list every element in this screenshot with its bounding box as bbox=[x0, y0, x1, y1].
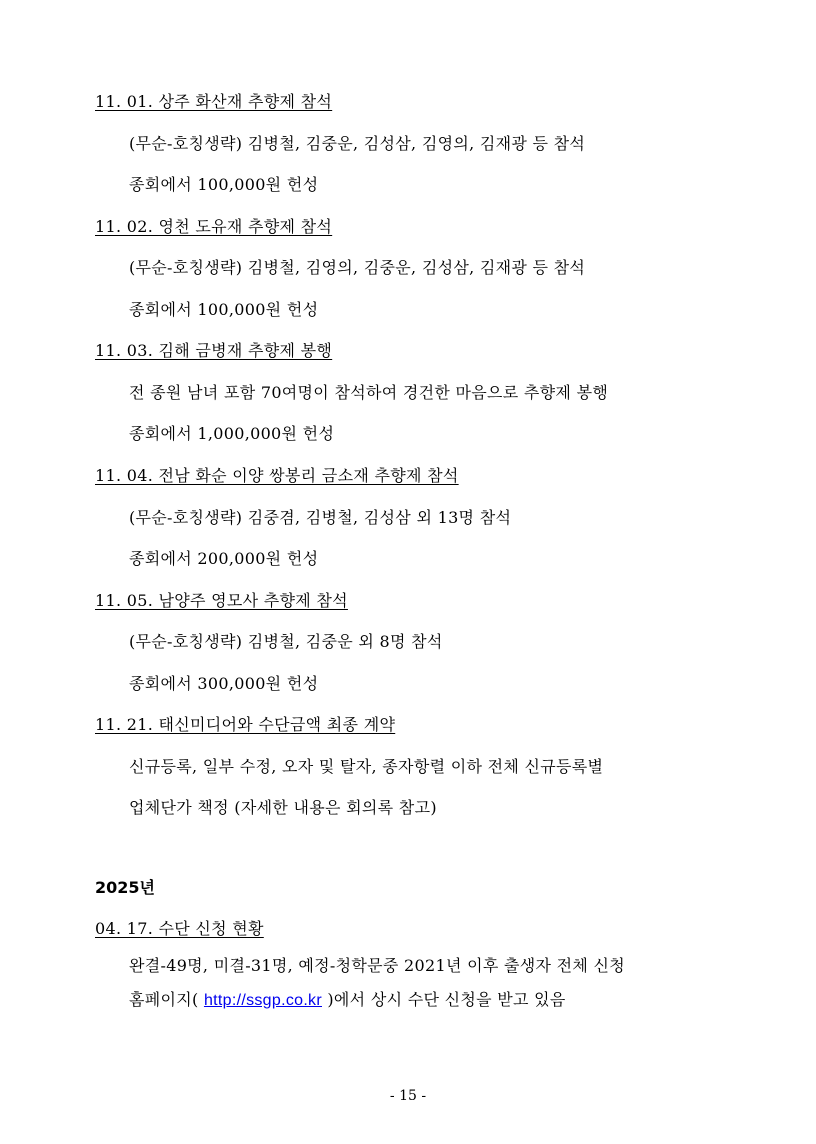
entry-line: (무순-호칭생략) 김병철, 김영의, 김중운, 김성삼, 김재광 등 참석 bbox=[129, 258, 586, 277]
page-number: - 15 - bbox=[389, 1088, 427, 1104]
entry-heading: 04. 17. 수단 신청 현황 bbox=[95, 919, 264, 938]
entry-line: 전 종원 남녀 포함 70여명이 참석하여 경건한 마음으로 추향제 봉행 bbox=[129, 383, 609, 402]
entry-line: 종회에서 100,000원 헌성 bbox=[129, 175, 319, 194]
entry-heading: 11. 21. 태신미디어와 수단금액 최종 계약 bbox=[95, 715, 396, 734]
entry-line: (무순-호칭생략) 김병철, 김중운, 김성삼, 김영의, 김재광 등 참석 bbox=[129, 134, 586, 153]
entry-line: 완결-49명, 미결-31명, 예정-청학문중 2021년 이후 출생자 전체 신청 bbox=[129, 956, 626, 975]
entry-heading: 11. 02. 영천 도유재 추향제 참석 bbox=[95, 217, 333, 236]
entry-line: (무순-호칭생략) 김병철, 김중운 외 8명 참석 bbox=[129, 632, 443, 651]
entry-heading: 11. 01. 상주 화산재 추향제 참석 bbox=[95, 92, 333, 111]
link-suffix: )에서 상시 수단 신청을 받고 있음 bbox=[322, 990, 566, 1009]
entry-heading: 11. 05. 남양주 영모사 추향제 참석 bbox=[95, 591, 348, 610]
entry-line: 종회에서 1,000,000원 헌성 bbox=[129, 424, 335, 443]
entry-line: (무순-호칭생략) 김중겸, 김병철, 김성삼 외 13명 참석 bbox=[129, 508, 512, 527]
entry-line-with-link bbox=[129, 989, 566, 1012]
link-prefix: 홈페이지( bbox=[129, 990, 204, 1009]
homepage-link[interactable]: http://ssgp.co.kr bbox=[203, 992, 322, 1009]
entry-line: 종회에서 300,000원 헌성 bbox=[129, 674, 319, 693]
entry-heading: 11. 04. 전남 화순 이양 쌍봉리 금소재 추향제 참석 bbox=[95, 466, 459, 485]
entry-heading: 11. 03. 김해 금병재 추향제 봉행 bbox=[95, 341, 333, 360]
year-heading: 2025년 bbox=[95, 878, 155, 897]
entry-line: 종회에서 200,000원 헌성 bbox=[129, 549, 319, 568]
entry-line: 신규등록, 일부 수정, 오자 및 탈자, 종자항렬 이하 전체 신규등록별 bbox=[129, 757, 604, 776]
entry-line: 종회에서 100,000원 헌성 bbox=[129, 300, 319, 319]
entry-line: 업체단가 책정 (자세한 내용은 회의록 참고) bbox=[129, 798, 437, 817]
